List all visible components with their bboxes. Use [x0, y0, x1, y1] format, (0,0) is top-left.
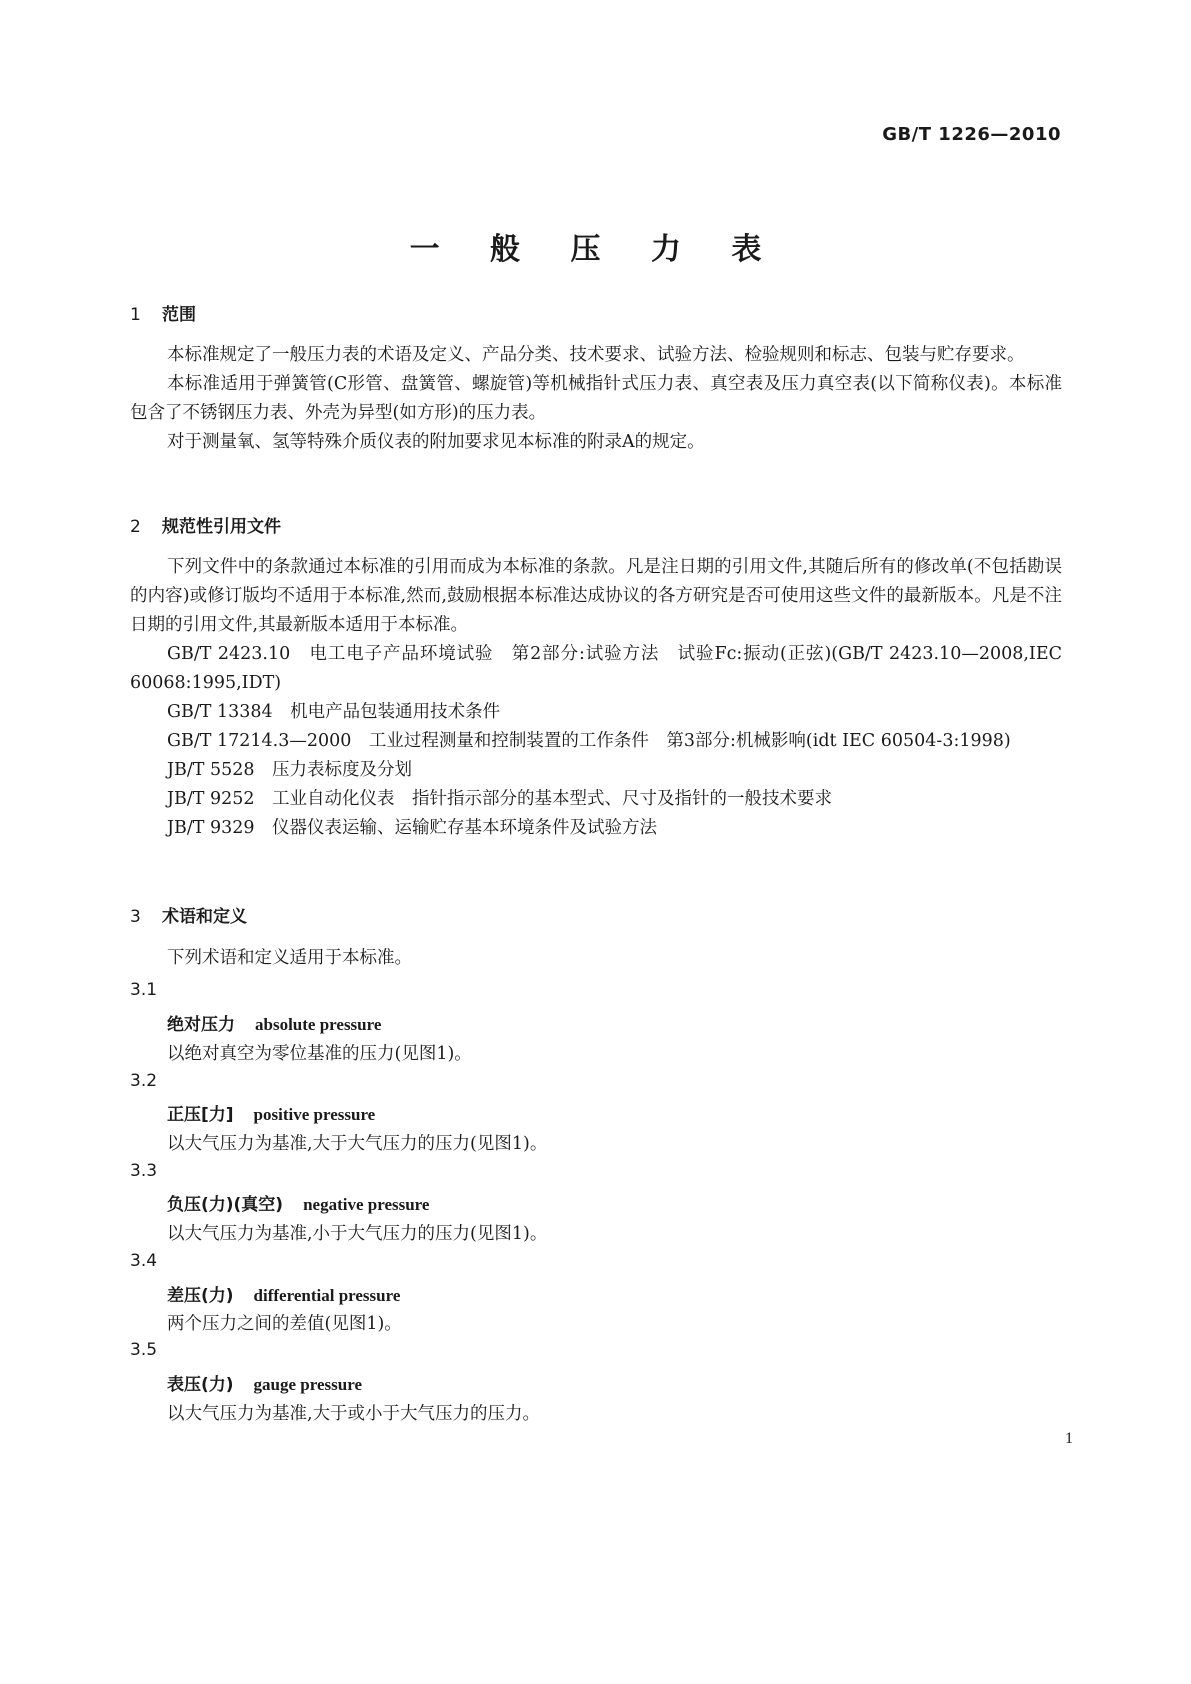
reference-item: GB/T 17214.3—2000 工业过程测量和控制装置的工作条件 第3部分:机械影响(idt IEC 60504-3:1998) — [167, 731, 1011, 751]
term-definition: 以大气压力为基准,大于大气压力的压力(见图1)。 — [167, 1134, 548, 1154]
term-zh: 负压(力)(真空) — [167, 1195, 284, 1215]
reference-item: JB/T 5528 压力表标度及分划 — [167, 760, 413, 780]
clause-number: 3.3 — [130, 1161, 158, 1181]
term-entry-body — [130, 1190, 1062, 1215]
term-entry-body — [130, 1010, 1062, 1035]
reference-item: GB/T 13384 机电产品包装通用技术条件 — [167, 702, 501, 722]
section-2 — [130, 512, 1062, 537]
section-1-body — [130, 341, 1062, 457]
section-2-heading — [130, 512, 1062, 537]
term-entry — [130, 1340, 1062, 1360]
paragraph: 本标准适用于弹簧管(C形管、盘簧管、螺旋管)等机械指针式压力表、真空表及压力真空表(以下简称仪表)。本标准包含了不锈钢压力表、外壳为异型(如方形)的压力表。 — [130, 374, 1062, 423]
term-entry — [130, 1071, 1062, 1091]
term-name — [167, 1370, 1062, 1395]
term-entry-body — [130, 1370, 1062, 1395]
section-number: 1 — [130, 305, 141, 325]
reference-item: GB/T 2423.10 电工电子产品环境试验 第2部分:试验方法 试验Fc:振动(正弦)(GB/T 2423.10—2008,IEC 60068:1995,IDT) — [130, 644, 1062, 693]
term-definition-block — [130, 1040, 1062, 1065]
term-en: differential pressure — [253, 1286, 401, 1305]
term-definition-block — [130, 1130, 1062, 1155]
page-number: 1 — [1065, 1430, 1073, 1447]
paragraph: 本标准规定了一般压力表的术语及定义、产品分类、技术要求、试验方法、检验规则和标志、包装与贮存要求。 — [167, 345, 1025, 365]
clause-number: 3.2 — [130, 1071, 158, 1091]
term-en: positive pressure — [253, 1105, 376, 1124]
reference-item: JB/T 9252 工业自动化仪表 指针指示部分的基本型式、尺寸及指针的一般技术要求 — [167, 789, 833, 809]
section-3 — [130, 902, 1062, 927]
term-zh: 正压[力] — [167, 1105, 234, 1125]
term-definition-block — [130, 1400, 1062, 1425]
section-2-body — [130, 553, 1062, 843]
section-number: 2 — [130, 517, 141, 537]
document-title: 一 般 压 力 表 — [409, 232, 782, 267]
reference-item: JB/T 9329 仪器仪表运输、运输贮存基本环境条件及试验方法 — [167, 818, 658, 838]
term-entry — [130, 1251, 1062, 1271]
standard-code: GB/T 1226—2010 — [882, 124, 1061, 145]
term-name — [167, 1010, 1062, 1035]
term-zh: 表压(力) — [167, 1375, 234, 1395]
section-title: 范围 — [162, 305, 196, 325]
term-definition-block — [130, 1220, 1062, 1245]
clause-number: 3.4 — [130, 1251, 158, 1271]
term-definition: 两个压力之间的差值(见图1)。 — [167, 1314, 402, 1334]
term-entry — [130, 1161, 1062, 1181]
term-en: gauge pressure — [253, 1375, 363, 1394]
section-3-heading — [130, 902, 1062, 927]
term-en: negative pressure — [303, 1195, 430, 1214]
paragraph: 下列文件中的条款通过本标准的引用而成为本标准的条款。凡是注日期的引用文件,其随后所有的修改单(不包括勘误的内容)或修订版均不适用于本标准,然而,鼓励根据本标准达成协议的各方研究是否可使用这些文件的最新版本。凡是不注日期的引用文件,其最新版本适用于本标准。 — [130, 557, 1062, 635]
section-title: 术语和定义 — [162, 907, 247, 927]
term-definition-block — [130, 1310, 1062, 1335]
section-1-heading — [130, 300, 1062, 325]
term-entry-body — [130, 1281, 1062, 1306]
term-entry — [130, 980, 1062, 1000]
section-title: 规范性引用文件 — [162, 517, 281, 537]
term-definition: 以大气压力为基准,小于大气压力的压力(见图1)。 — [167, 1224, 548, 1244]
section-number: 3 — [130, 907, 141, 927]
paragraph: 对于测量氧、氢等特殊介质仪表的附加要求见本标准的附录A的规定。 — [167, 432, 705, 452]
term-definition: 以绝对真空为零位基准的压力(见图1)。 — [167, 1044, 472, 1064]
term-zh: 绝对压力 — [167, 1015, 235, 1035]
term-name — [167, 1281, 1062, 1306]
clause-number: 3.1 — [130, 980, 158, 1000]
term-definition: 以大气压力为基准,大于或小于大气压力的压力。 — [167, 1404, 541, 1424]
term-en: absolute pressure — [255, 1015, 382, 1034]
term-name — [167, 1100, 1062, 1125]
term-zh: 差压(力) — [167, 1286, 234, 1306]
paragraph: 下列术语和定义适用于本标准。 — [167, 948, 412, 968]
section-1 — [130, 300, 1062, 325]
term-name — [167, 1190, 1062, 1215]
section-3-intro — [130, 944, 1062, 973]
term-entry-body — [130, 1100, 1062, 1125]
clause-number: 3.5 — [130, 1340, 158, 1360]
